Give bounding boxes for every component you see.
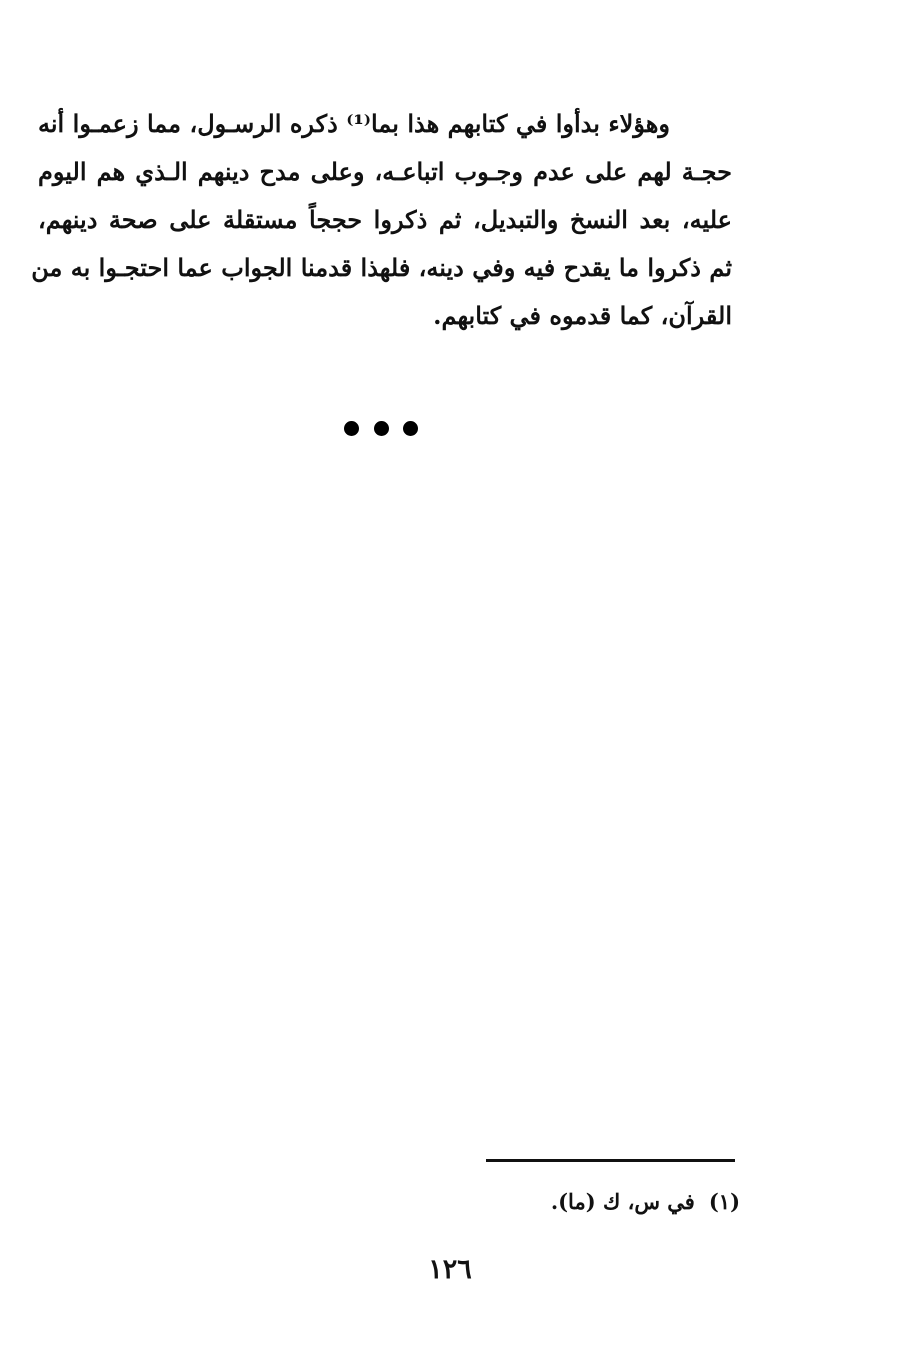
footnote-number: (١) <box>708 1189 740 1214</box>
footnote-divider <box>486 1159 735 1162</box>
footnote-text: في س، ك (ما). <box>550 1189 695 1214</box>
paragraph-line-3: عليه، بعد النسخ والتبديل، ثم ذكروا حججاً مستقلة على صحة دينهم، <box>38 205 732 234</box>
paragraph-line-4: ثم ذكروا ما يقدح فيه وفي دينه، فلهذا قدمنا الجواب عما احتجـوا به من <box>31 253 732 282</box>
page-number: ١٢٦ <box>428 1254 472 1285</box>
paragraph-line-1: وهؤلاء بدأوا في كتابهم هذا بما⁽¹⁾ ذكره الرسـول، مما زعمـوا أنه <box>38 109 670 138</box>
paragraph-line-5: القرآن، كما قدموه في كتابهم. <box>433 301 732 330</box>
separator-dot <box>374 421 389 436</box>
separator-dot <box>344 421 359 436</box>
separator-dot <box>403 421 418 436</box>
body-paragraph <box>31 100 732 340</box>
footnote <box>486 1187 740 1217</box>
section-separator-dots <box>344 418 418 438</box>
paragraph-line-2: حجـة لهم على عدم وجـوب اتباعـه، وعلى مدح دينهم الـذي هم اليوم <box>38 157 732 186</box>
